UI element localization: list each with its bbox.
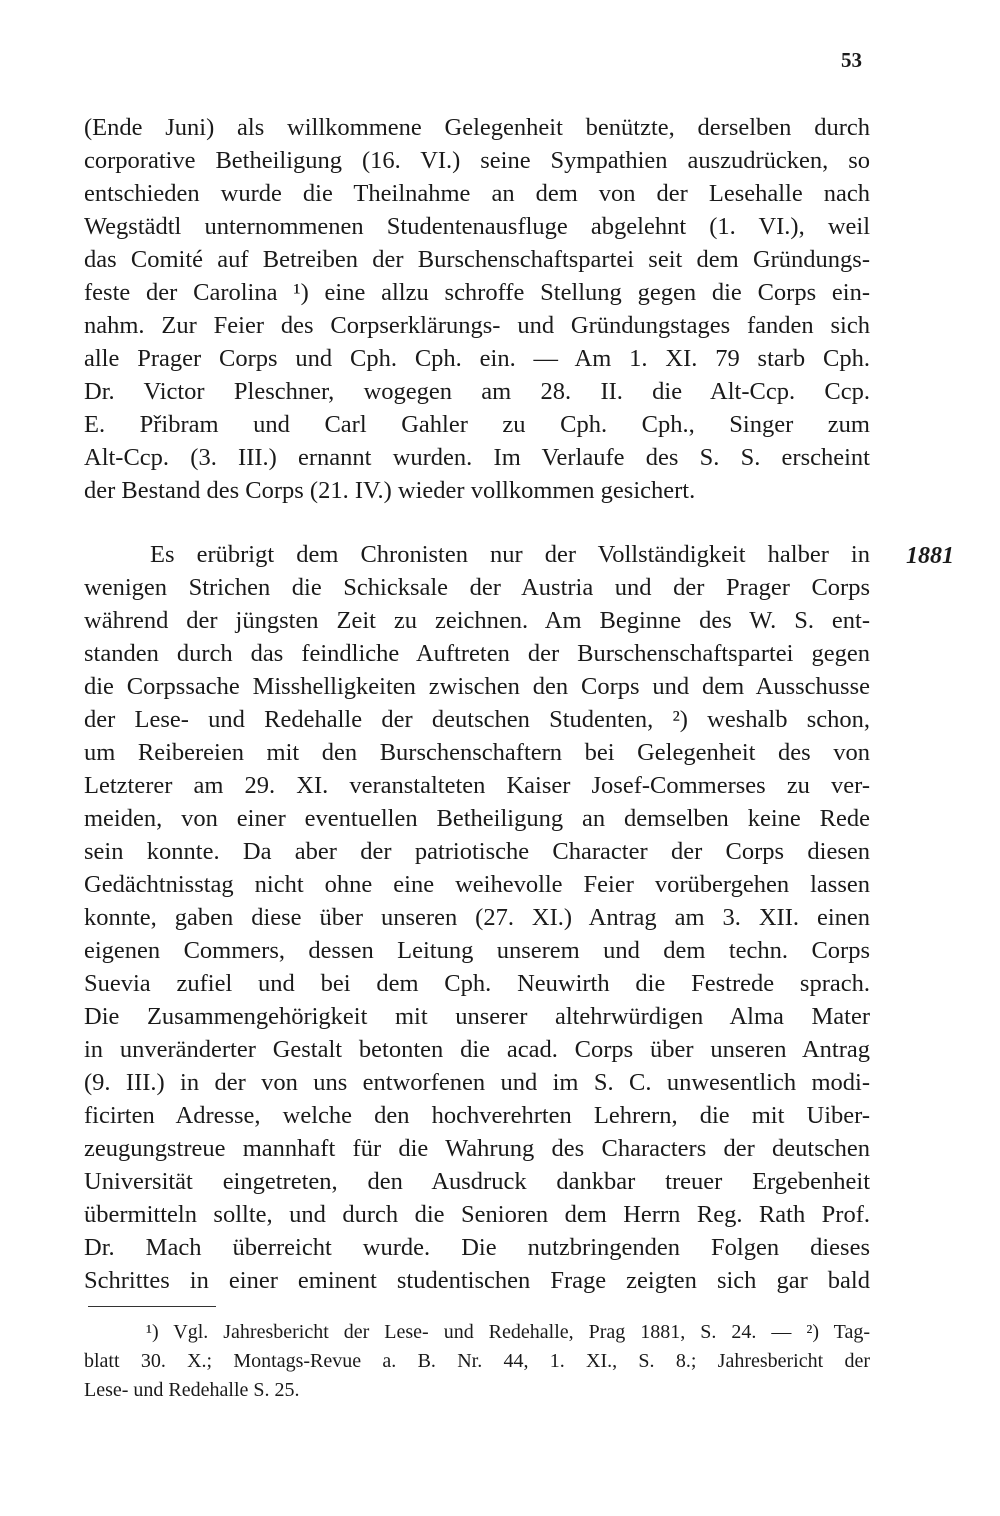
text-line: übermitteln sollte, und durch die Senioren dem Herrn Reg. Rath Prof. <box>84 1201 870 1228</box>
text-line: Alt-Ccp. (3. III.) ernannt wurden. Im Verlaufe des S. S. erscheint <box>84 444 870 471</box>
text-line: (Ende Juni) als willkommene Gelegenheit benützte, derselben durch <box>84 114 870 141</box>
text-line: Gedächtnisstag nicht ohne eine weihevolle Feier vorübergehen lassen <box>84 871 870 898</box>
footnote-line: blatt 30. X.; Montags-Revue a. B. Nr. 44, 1. XI., S. 8.; Jahresbericht der <box>84 1350 870 1372</box>
text-line: Universität eingetreten, den Ausdruck dankbar treuer Ergebenheit <box>84 1168 870 1195</box>
text-line: (9. III.) in der von uns entworfenen und im S. C. unwesentlich modi- <box>84 1069 870 1096</box>
footnote-divider <box>88 1306 216 1307</box>
text-line: ficirten Adresse, welche den hochverehrten Lehrern, die mit Uiber- <box>84 1102 870 1129</box>
text-line: der Lese- und Redehalle der deutschen Studenten, ²) weshalb schon, <box>84 706 870 733</box>
footnotes <box>84 1318 870 1405</box>
paragraph-2 <box>84 538 870 1297</box>
paragraph-1 <box>84 111 870 507</box>
text-line: um Reibereien mit den Burschenschaftern bei Gelegenheit des von <box>84 739 870 766</box>
text-line: in unveränderter Gestalt betonten die acad. Corps über unseren Antrag <box>84 1036 870 1063</box>
text-line: zeugungstreue mannhaft für die Wahrung des Characters der deutschen <box>84 1135 870 1162</box>
text-line: Letzterer am 29. XI. veranstalteten Kaiser Josef-Commerses zu ver- <box>84 772 870 799</box>
text-line: konnte, gaben diese über unseren (27. XI.) Antrag am 3. XII. einen <box>84 904 870 931</box>
footnote-line: Lese- und Redehalle S. 25. <box>84 1379 300 1401</box>
text-line: während der jüngsten Zeit zu zeichnen. Am Beginne des W. S. ent- <box>84 607 870 634</box>
text-line: corporative Betheiligung (16. VI.) seine Sympathien auszudrücken, so <box>84 147 870 174</box>
page-number: 53 <box>841 48 862 72</box>
text-line: feste der Carolina ¹) eine allzu schroffe Stellung gegen die Corps ein- <box>84 279 870 306</box>
text-line: Es erübrigt dem Chronisten nur der Vollständigkeit halber in <box>150 541 870 568</box>
margin-year-note: 1881 <box>906 543 954 569</box>
text-line: Dr. Mach überreicht wurde. Die nutzbringenden Folgen dieses <box>84 1234 870 1261</box>
text-line: die Corpssache Misshelligkeiten zwischen den Corps und dem Ausschusse <box>84 673 870 700</box>
text-line: wenigen Strichen die Schicksale der Austria und der Prager Corps <box>84 574 870 601</box>
text-line: eigenen Commers, dessen Leitung unserem und dem techn. Corps <box>84 937 870 964</box>
text-line: nahm. Zur Feier des Corpserklärungs- und Gründungstages fanden sich <box>84 312 870 339</box>
text-line: alle Prager Corps und Cph. Cph. ein. — Am 1. XI. 79 starb Cph. <box>84 345 870 372</box>
text-line: Suevia zufiel und bei dem Cph. Neuwirth die Festrede sprach. <box>84 970 870 997</box>
text-line: meiden, von einer eventuellen Betheiligung an demselben keine Rede <box>84 805 870 832</box>
text-line: Wegstädtl unternommenen Studentenausfluge abgelehnt (1. VI.), weil <box>84 213 870 240</box>
text-line: sein konnte. Da aber der patriotische Character der Corps diesen <box>84 838 870 865</box>
text-line: Dr. Victor Pleschner, wogegen am 28. II. die Alt-Ccp. Ccp. <box>84 378 870 405</box>
text-line: entschieden wurde die Theilnahme an dem von der Lesehalle nach <box>84 180 870 207</box>
footnote-line: ¹) Vgl. Jahresbericht der Lese- und Redehalle, Prag 1881, S. 24. — ²) Tag- <box>146 1321 870 1343</box>
text-line: Die Zusammengehörigkeit mit unserer altehrwürdigen Alma Mater <box>84 1003 870 1030</box>
text-line: E. Přibram und Carl Gahler zu Cph. Cph., Singer zum <box>84 411 870 438</box>
text-line: das Comité auf Betreiben der Burschenschaftspartei seit dem Gründungs- <box>84 246 870 273</box>
text-line: Schrittes in einer eminent studentischen Frage zeigten sich gar bald <box>84 1267 870 1294</box>
text-line: der Bestand des Corps (21. IV.) wieder vollkommen gesichert. <box>84 477 696 504</box>
text-line: standen durch das feindliche Auftreten der Burschenschaftspartei gegen <box>84 640 870 667</box>
